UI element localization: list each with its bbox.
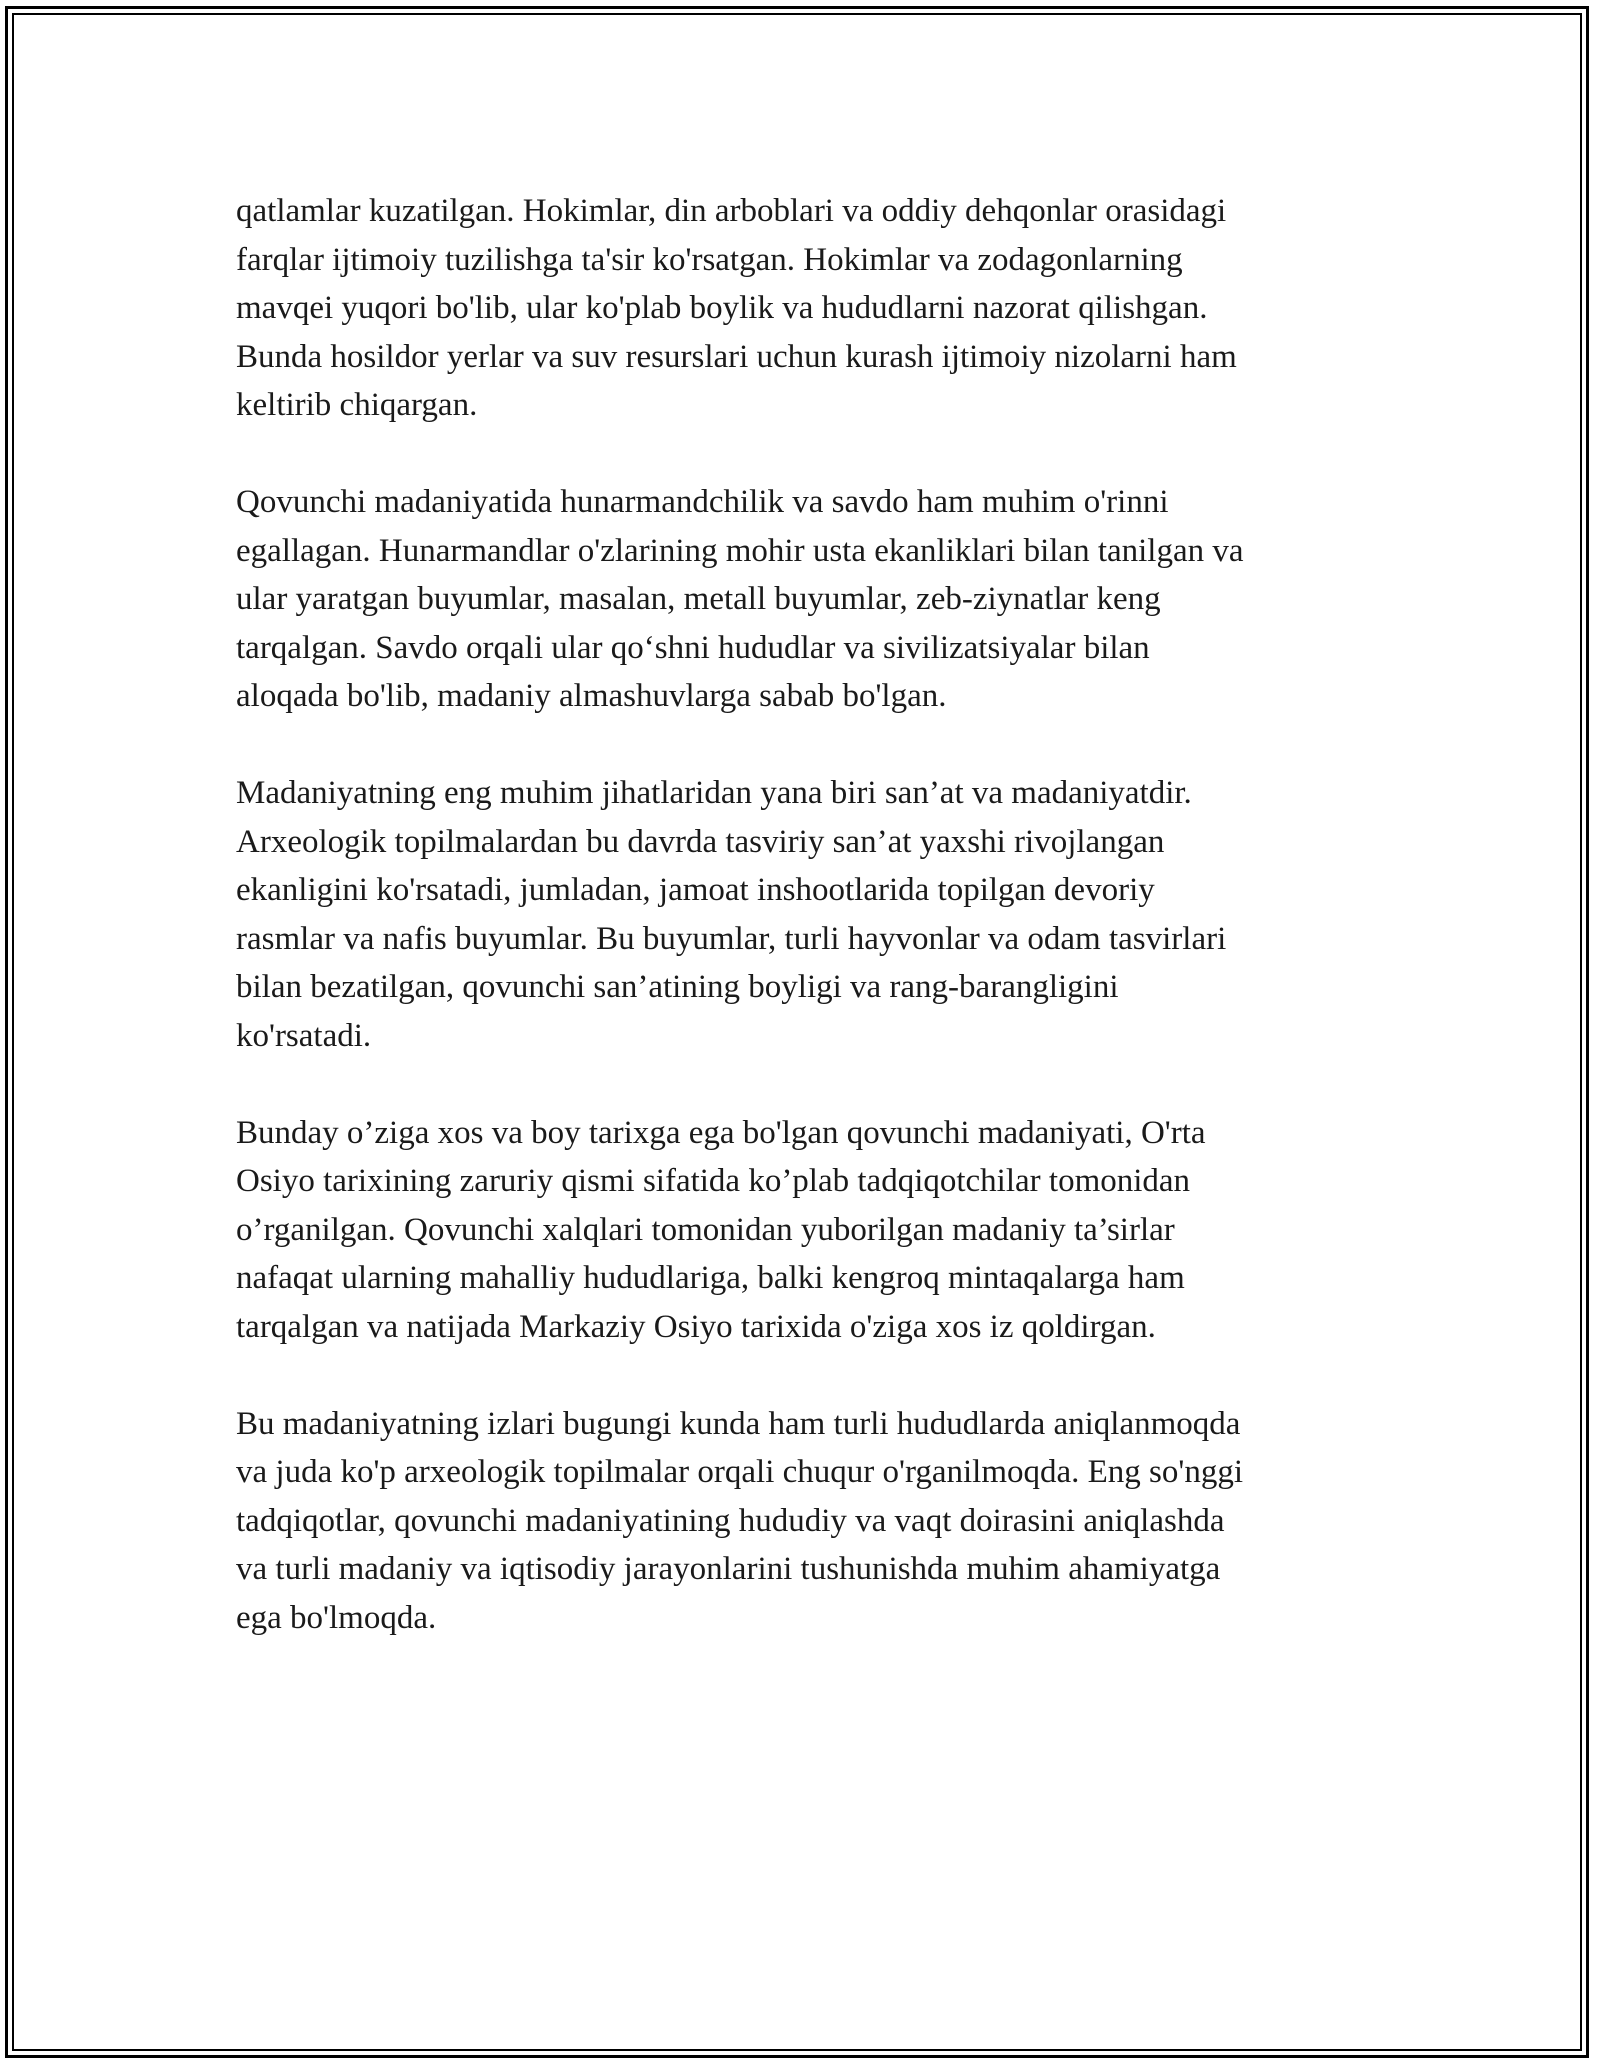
paragraph-crafts-trade: Qovunchi madaniyatida hunarmandchilik va savdo ham muhim o'rinni egallagan. Hunarmandlar o'zlarining mohir usta ekanliklari bilan tanilgan va ular yaratgan buyumlar, masalan, metall buyumlar, zeb-ziynatlar keng tarqalgan. Savdo orqali ular qo‘shni hududlar va sivilizatsiyalar bilan aloqada bo'lib, madaniy almashuvlarga sabab bo'lgan. (236, 484, 1244, 714)
paragraph-social-structure: qatlamlar kuzatilgan. Hokimlar, din arboblari va oddiy dehqonlar orasidagi farqlar ijtimoiy tuzilishga ta'sir ko'rsatgan. Hokimlar va zodagonlarning mavqei yuqori bo'lib, ular ko'plab boylik va hududlarni nazorat qilishgan. Bunda hosildor yerlar va suv resurslari uchun kurash ijtimoiy nizolarni ham keltirib chiqargan. (236, 193, 1237, 423)
document-body (236, 187, 1376, 1691)
paragraph-modern-research: Bu madaniyatning izlari bugungi kunda ham turli hududlarda aniqlanmoqda va juda ko'p arxeologik topilmalar orqali chuqur o'rganilmoqda. Eng so'nggi tadqiqotlar, qovunchi madaniyatining hududiy va vaqt doirasini aniqlashda va turli madaniy va iqtisodiy jarayonlarini tushunishda muhim ahamiyatga ega bo'lmoqda. (236, 1405, 1244, 1636)
paragraph-historical-significance: Bunday o’ziga xos va boy tarixga ega bo'lgan qovunchi madaniyati, O'rta Osiyo tarixining zaruriy qismi sifatida ko’plab tadqiqotchilar tomonidan o’rganilgan. Qovunchi xalqlari tomonidan yuborilgan madaniy ta’sirlar nafaqat ularning mahalliy hududlariga, balki kengroq mintaqalarga ham tarqalgan va natijada Markaziy Osiyo tarixida o'ziga xos iz qoldirgan. (236, 1114, 1206, 1345)
paragraph-art-culture: Madaniyatning eng muhim jihatlaridan yana biri san’at va madaniyatdir. Arxeologik topilmalardan bu davrda tasviriy san’at yaxshi rivojlangan ekanligini ko'rsatadi, jumladan, jamoat inshootlarida topilgan devoriy rasmlar va nafis buyumlar. Bu buyumlar, turli hayvonlar va odam tasvirlari bilan bezatilgan, qovunchi san’atining boyligi va rang-barangligini ko'rsatadi. (236, 775, 1227, 1054)
